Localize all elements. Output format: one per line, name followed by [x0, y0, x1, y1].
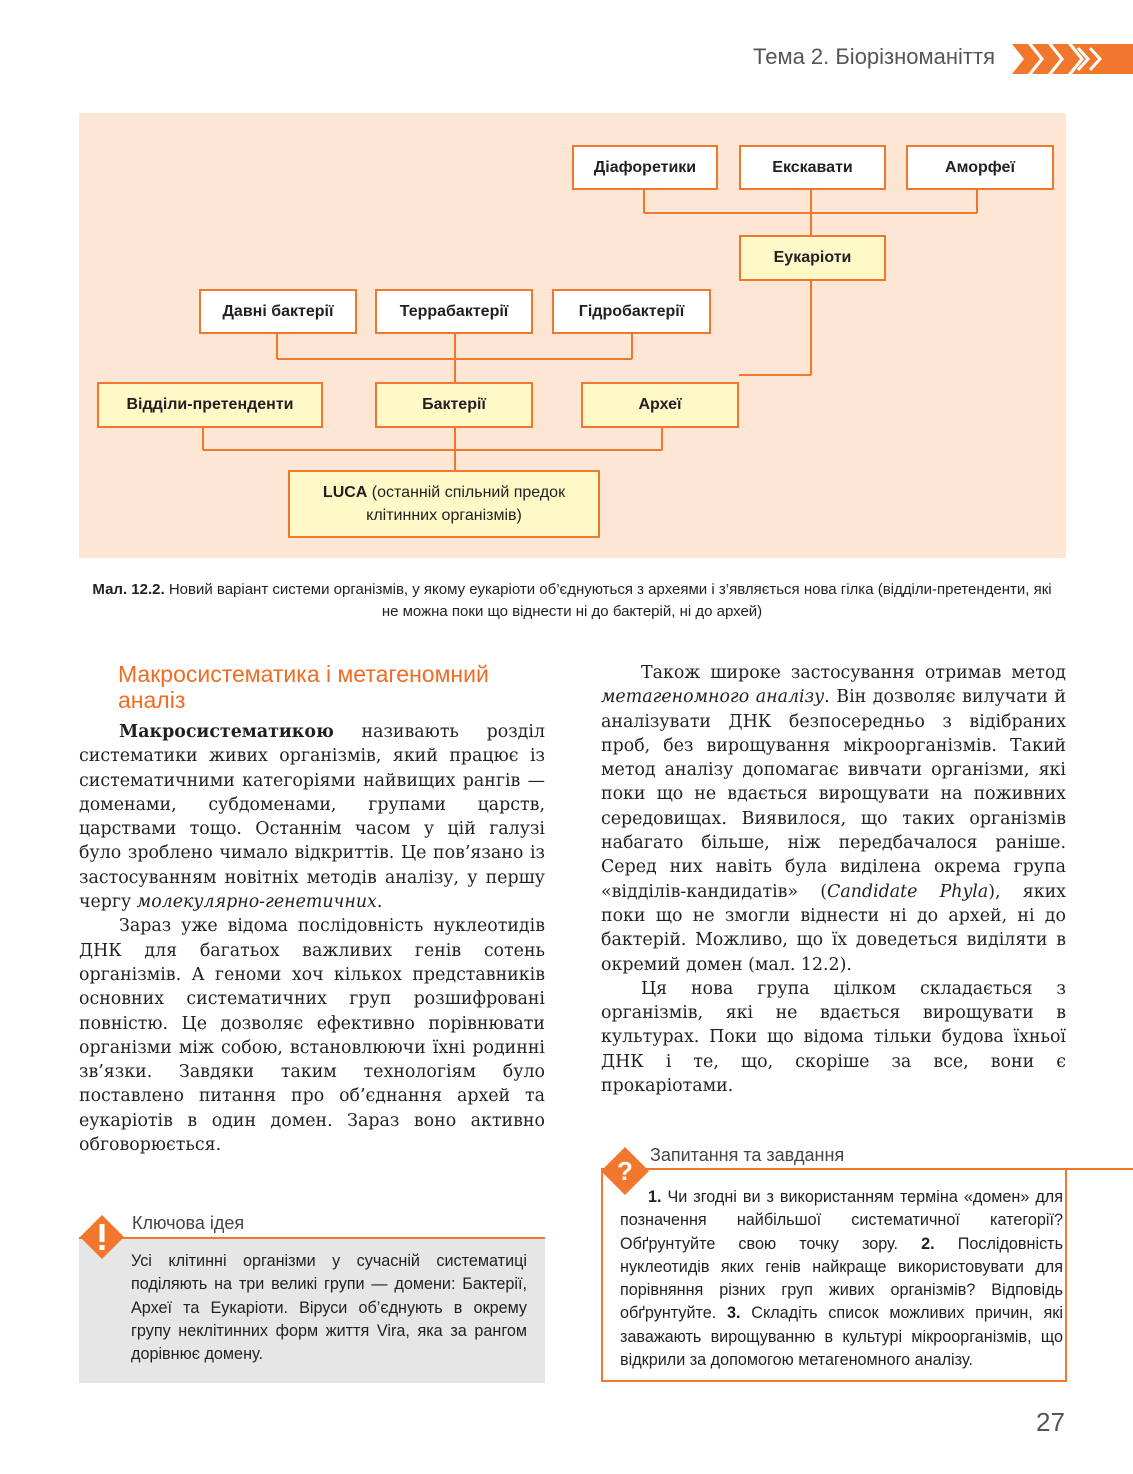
node-archaea: Археї	[581, 382, 739, 428]
node-amorphea: Аморфеї	[906, 145, 1054, 190]
paragraph	[79, 720, 545, 914]
node-candidate-phyla: Відділи-претенденти	[97, 382, 323, 428]
questions-text	[620, 1186, 1063, 1372]
luca-label: LUCA	[322, 484, 368, 501]
node-bacteria: Бактерії	[375, 382, 533, 428]
paragraph: Зараз уже відома послідовність нуклеотидів ДНК для багатьох важливих генів сотень організмів. А геноми хоч кількох представників основних систематичних груп розшифровані повністю. Це дозволяє ефективно порівнювати організми між собою, встановлюючи їхні родинні зв’язки. Завдяки таким технологіям було поставлено питання про об’єднання архей та еукаріотів в один домен. Зараз воно активно обговорюється.	[79, 916, 545, 1156]
question-text: Послідовність нуклеотидів яких генів найкраще використовувати для порівняння різних груп живих організмів? Відповідь обґрунтуйте.	[620, 1234, 1064, 1323]
key-idea-title: Ключова ідея	[132, 1213, 245, 1233]
node-terrabacteria: Террабактерії	[375, 289, 533, 334]
chevron-arrows-icon	[1012, 44, 1133, 74]
phylogeny-diagram	[79, 113, 1066, 558]
questions-rule	[601, 1168, 1133, 1170]
paragraph-text: називають розділ систематики живих організмів, який працює із систематичними категоріями найвищих рангів — доменами, субдоменами, групами царств, царствами тощо. Останнім часом у цій галузі було зроблено чимало відкриттів. Це пов’язано із застосуванням новітніх методів аналізу, у першу чергу	[79, 722, 545, 913]
exclamation-icon	[80, 1215, 124, 1259]
caption-label: Мал. 12.2.	[92, 581, 165, 598]
node-excavates: Екскавати	[739, 145, 886, 190]
paragraph-text: Також широке застосування отримав метод	[641, 663, 1066, 683]
paragraph-text: ), яких поки що не змогли віднести ні до архей, ні до бактерій. Можливо, що їх доведеться виділяти в окремий домен (мал. 12.2).	[601, 881, 1066, 975]
left-column-text	[79, 720, 545, 1157]
key-idea-rule	[79, 1237, 545, 1239]
node-diaphoretics: Діафоретики	[572, 145, 718, 190]
question-text: Складіть список можливих причин, які заважають вирощуванню в культурі мікроорганізмів, що відкрили за допомогою метагеномного аналізу.	[620, 1304, 1063, 1370]
questions-title: Запитання та завдання	[650, 1145, 845, 1165]
luca-description: (останній спільний предок клітинних організмів)	[366, 484, 566, 524]
question-number: 3.	[727, 1304, 741, 1323]
question-text: Чи згодні ви з використанням терміна «домен» для позначення найбільшої систематичної категорії? Обґрунтуйте свою точку зору.	[620, 1188, 1063, 1253]
key-idea-text: Усі клітинні організми у сучасній систематиці поділяють на три великі групи — домени: Бактерії, Археї та Еукаріоти. Віруси об’єднують в окрему групу неклітинних форм життя Vira, яка за рангом дорівнює домену.	[131, 1252, 527, 1364]
term-italic: метагеномного аналізу	[601, 687, 825, 708]
right-column-text	[601, 661, 1066, 1098]
chapter-title: Тема 2. Біорізноманіття	[753, 44, 995, 69]
paragraph: Ця нова група цілком складається з організмів, які не вдається вирощувати в культурах. Поки що відома тільки будова їхньої ДНК і те, що, скоріше за все, вони є прокаріотами.	[601, 978, 1066, 1097]
caption-text: Новий варіант системи організмів, у якому еукаріоти об’єднуються з археями і з’являється нова гілка (відділи-претенденти, які не можна поки що віднести ні до бактерій, ні до архей)	[164, 581, 1052, 620]
page-number: 27	[1036, 1407, 1065, 1437]
section-heading: Макросистематика і метагеномний аналіз	[118, 661, 489, 713]
node-ancient-bacteria: Давні бактерії	[199, 289, 357, 334]
node-hydrobacteria: Гідробактерії	[552, 289, 711, 334]
term-italic: Candidate Phyla	[827, 881, 989, 902]
paragraph-text: . Він дозволяє вилучати й аналізувати ДНК безпосередньо з відібраних проб, без вирощування мікроорганізмів. Такий метод аналізу допомагає вивчати організми, які поки що не вдається вирощувати на поживних середовищах. Виявилося, що таких організмів набагато більше, ніж передбачалося раніше. Серед них навіть була виділена окрема група «відділів-кандидатів» (	[601, 687, 1066, 902]
svg-text:?: ?	[617, 1156, 633, 1186]
figure-caption	[86, 579, 1058, 623]
paragraph	[601, 661, 1066, 977]
paragraph-end: .	[376, 892, 383, 913]
node-luca	[288, 470, 600, 538]
question-number: 2.	[921, 1234, 935, 1253]
term-bold: Макросистематикою	[119, 722, 334, 742]
node-eukaryotes: Еукаріоти	[739, 235, 886, 281]
question-number: 1.	[648, 1188, 662, 1206]
term-italic: молекулярно-генетичних	[136, 892, 377, 913]
